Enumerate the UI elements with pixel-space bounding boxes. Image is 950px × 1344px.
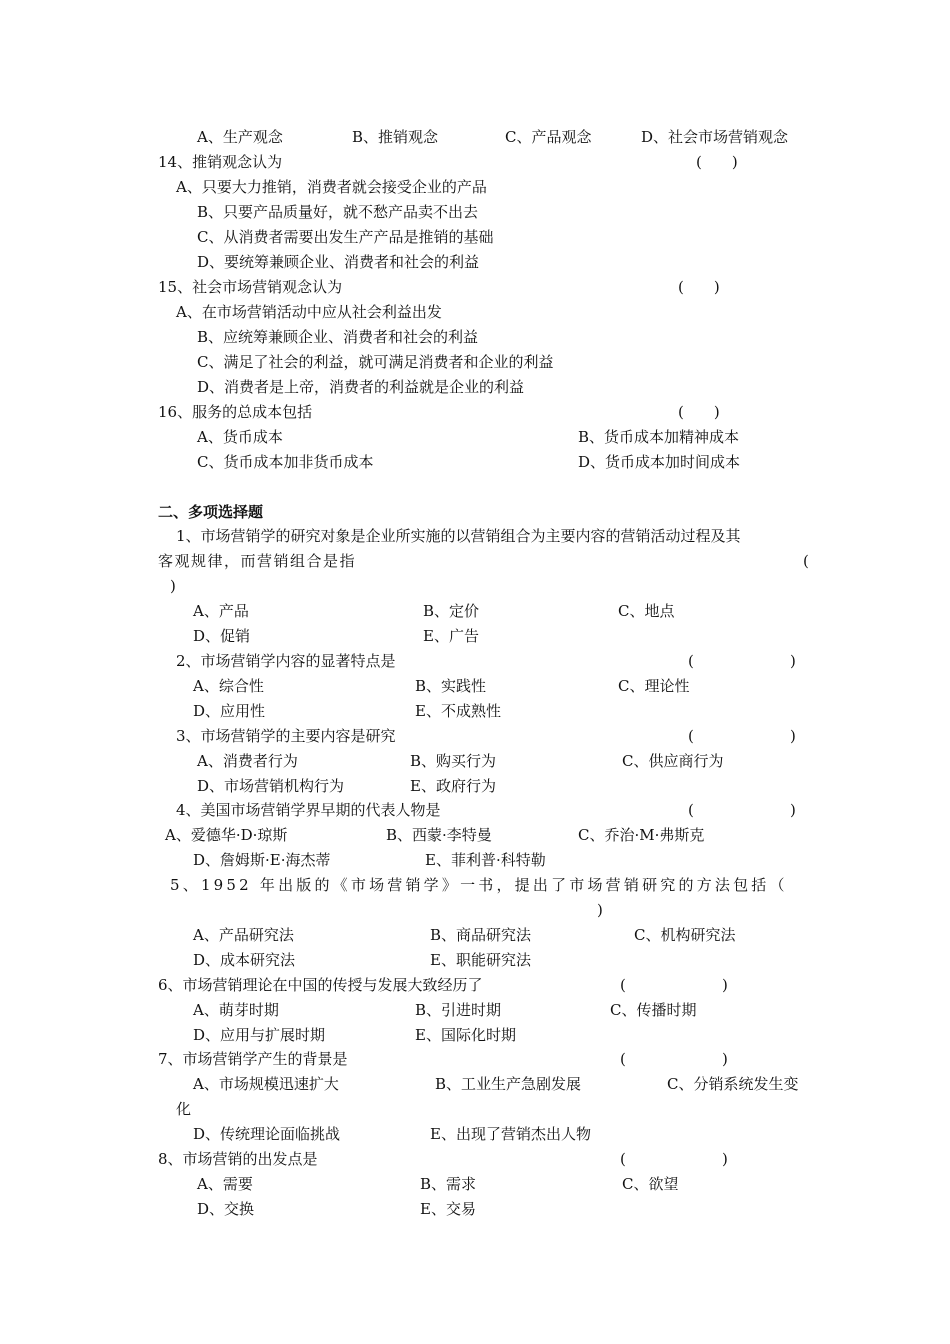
m4-option-c: C、乔治·M·弗斯克 [578, 826, 705, 844]
m6-bracket-close: ) [722, 976, 728, 994]
m2-option-d: D、应用性 [193, 702, 266, 720]
section-title: 二、多项选择题 [158, 503, 264, 521]
m1-option-b: B、定价 [423, 602, 480, 620]
m6-option-c: C、传播时期 [610, 1001, 697, 1019]
m4-stem: 4、美国市场营销学界早期的代表人物是 [176, 801, 441, 819]
q16-option-c: C、货币成本加非货币成本 [197, 453, 374, 471]
m5-option-a: A、产品研究法 [193, 926, 294, 944]
m8-option-e: E、交易 [420, 1200, 476, 1218]
m2-option-a: A、综合性 [193, 677, 264, 695]
m3-option-d: D、市场营销机构行为 [197, 777, 345, 795]
m8-option-a: A、需要 [197, 1175, 253, 1193]
q15-option-b: B、应统筹兼顾企业、消费者和社会的利益 [197, 328, 479, 346]
q14-option-d: D、要统筹兼顾企业、消费者和社会的利益 [197, 253, 480, 271]
m1-stem-line2: 客观规律，而营销组合是指 [158, 552, 357, 570]
m1-option-e: E、广告 [423, 627, 479, 645]
q14-option-a: A、只要大力推销，消费者就会接受企业的产品 [176, 178, 487, 196]
m8-option-d: D、交换 [197, 1200, 255, 1218]
m5-option-c: C、机构研究法 [634, 926, 736, 944]
m2-bracket-open: ( [688, 652, 694, 670]
m3-stem: 3、市场营销学的主要内容是研究 [176, 727, 396, 745]
m5-option-d: D、成本研究法 [193, 951, 296, 969]
m3-option-a: A、消费者行为 [197, 752, 298, 770]
m7-bracket-close: ) [722, 1050, 728, 1068]
q14-option-b: B、只要产品质量好，就不愁产品卖不出去 [197, 203, 479, 221]
m6-stem: 6、市场营销理论在中国的传授与发展大致经历了 [158, 976, 483, 994]
q13-option-d: D、社会市场营销观念 [641, 128, 789, 146]
q15-option-c: C、满足了社会的利益，就可满足消费者和企业的利益 [197, 353, 554, 371]
q14-answer-bracket: ( ) [696, 153, 738, 171]
m7-option-d: D、传统理论面临挑战 [193, 1125, 341, 1143]
m8-bracket-open: ( [620, 1150, 626, 1168]
m6-option-a: A、萌芽时期 [193, 1001, 279, 1019]
m5-bracket-close: ) [597, 901, 603, 919]
m5-stem: 5、1952 年出版的《市场营销学》一书，提出了市场营销研究的方法包括（ [170, 876, 788, 894]
m4-bracket-close: ) [790, 801, 796, 819]
m4-bracket-open: ( [688, 801, 694, 819]
m7-option-c-continuation: 化 [176, 1100, 192, 1118]
m6-option-e: E、国际化时期 [415, 1026, 516, 1044]
m7-option-b: B、工业生产急剧发展 [435, 1075, 582, 1093]
m2-stem: 2、市场营销学内容的显著特点是 [176, 652, 396, 670]
m3-option-e: E、政府行为 [410, 777, 496, 795]
m3-bracket-close: ) [790, 727, 796, 745]
m1-option-d: D、促销 [193, 627, 251, 645]
m1-option-a: A、产品 [193, 602, 249, 620]
m1-bracket-open: ( [803, 552, 809, 570]
m7-option-c: C、分销系统发生变 [667, 1075, 799, 1093]
m2-option-c: C、理论性 [618, 677, 690, 695]
m7-bracket-open: ( [620, 1050, 626, 1068]
q15-stem: 15、社会市场营销观念认为 [158, 278, 343, 296]
m1-stem-line1: 1、市场营销学的研究对象是企业所实施的以营销组合为主要内容的营销活动过程及其 [176, 527, 741, 545]
m2-option-e: E、不成熟性 [415, 702, 501, 720]
m4-option-b: B、西蒙·李特曼 [386, 826, 492, 844]
m3-option-b: B、购买行为 [410, 752, 497, 770]
m6-bracket-open: ( [620, 976, 626, 994]
q15-answer-bracket: ( ) [678, 278, 720, 296]
m7-option-a: A、市场规模迅速扩大 [193, 1075, 339, 1093]
q14-stem: 14、推销观念认为 [158, 153, 283, 171]
m8-option-c: C、欲望 [622, 1175, 679, 1193]
m1-option-c: C、地点 [618, 602, 675, 620]
m4-option-e: E、菲利普·科特勒 [425, 851, 546, 869]
m4-option-d: D、詹姆斯·E·海杰蒂 [193, 851, 331, 869]
m5-option-e: E、职能研究法 [430, 951, 531, 969]
q15-option-a: A、在市场营销活动中应从社会利益出发 [176, 303, 442, 321]
m7-option-e: E、出现了营销杰出人物 [430, 1125, 591, 1143]
m8-bracket-close: ) [722, 1150, 728, 1168]
m3-option-c: C、供应商行为 [622, 752, 724, 770]
q16-stem: 16、服务的总成本包括 [158, 403, 313, 421]
m6-option-d: D、应用与扩展时期 [193, 1026, 326, 1044]
q13-option-b: B、推销观念 [352, 128, 439, 146]
m2-option-b: B、实践性 [415, 677, 487, 695]
q13-option-a: A、生产观念 [197, 128, 283, 146]
m7-stem: 7、市场营销学产生的背景是 [158, 1050, 348, 1068]
q13-option-c: C、产品观念 [505, 128, 592, 146]
m8-stem: 8、市场营销的出发点是 [158, 1150, 318, 1168]
q16-option-b: B、货币成本加精神成本 [578, 428, 740, 446]
m6-option-b: B、引进时期 [415, 1001, 502, 1019]
q16-option-a: A、货币成本 [197, 428, 283, 446]
m8-option-b: B、需求 [420, 1175, 477, 1193]
m1-bracket-close: ) [170, 577, 176, 595]
q16-answer-bracket: ( ) [678, 403, 720, 421]
m2-bracket-close: ) [790, 652, 796, 670]
m4-option-a: A、爱德华·D·琼斯 [165, 826, 288, 844]
q16-option-d: D、货币成本加时间成本 [578, 453, 741, 471]
m5-option-b: B、商品研究法 [430, 926, 532, 944]
q14-option-c: C、从消费者需要出发生产产品是推销的基础 [197, 228, 494, 246]
q15-option-d: D、消费者是上帝，消费者的利益就是企业的利益 [197, 378, 525, 396]
m3-bracket-open: ( [688, 727, 694, 745]
